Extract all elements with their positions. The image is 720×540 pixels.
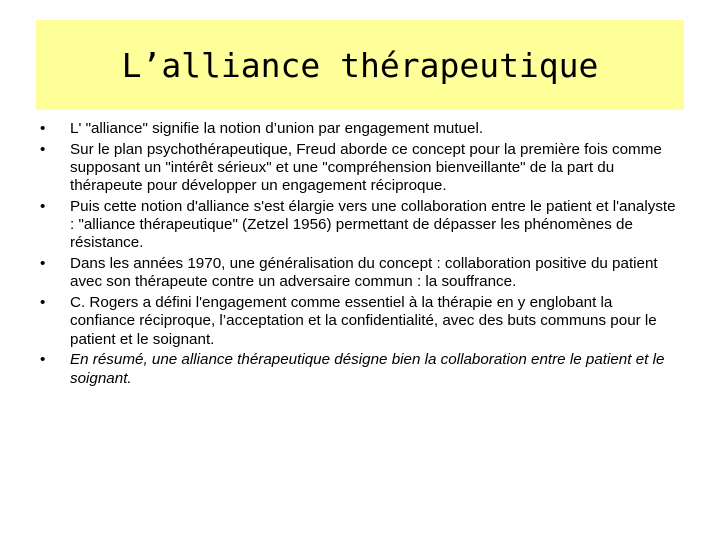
bullet-marker: •	[40, 351, 46, 369]
bullet-marker: •	[40, 294, 46, 312]
bullet-item	[40, 294, 680, 349]
bullet-marker: •	[40, 198, 46, 215]
summary-bullet-text: En résumé, une alliance thérapeutique désigne bien la collaboration entre le patient et le soignant.	[70, 351, 665, 387]
slide-title: L’alliance thérapeutique	[121, 45, 599, 85]
bullet-item	[40, 141, 680, 196]
bullet-item	[40, 120, 680, 138]
bullet-text: Sur le plan psychothérapeutique, Freud aborde ce concept pour la première fois comme supposant un "intérêt sérieux" et une "compréhension bienveillante" de la part du thérapeute pour développer un engagement réciproque.	[70, 140, 662, 195]
bullet-item	[40, 198, 680, 253]
bullet-text: L' "alliance" signifie la notion d’union par engagement mutuel.	[70, 120, 484, 137]
bullet-marker: •	[40, 140, 46, 158]
bullet-text: Dans les années 1970, une généralisation du concept : collaboration positive du patient avec son thérapeute contre un adversaire commun : la souffrance.	[70, 255, 658, 291]
bullet-list	[40, 120, 680, 390]
bullet-marker: •	[40, 255, 46, 273]
summary-bullet-item	[40, 351, 680, 387]
title-banner	[36, 20, 684, 110]
bullet-text: C. Rogers a défini l'engagement comme essentiel à la thérapie en y englobant la confiance réciproque, l’acceptation et la confidentialité, avec des buts communs pour le patient et le soignant.	[70, 294, 657, 348]
bullet-text: Puis cette notion d'alliance s'est élargie vers une collaboration entre le patient et l'analyste : "alliance thérapeutique" (Zetzel 1956) permettant de dépasser les phénomènes de résistance.	[70, 198, 676, 252]
bullet-marker: •	[40, 120, 46, 137]
bullet-item	[40, 255, 680, 291]
